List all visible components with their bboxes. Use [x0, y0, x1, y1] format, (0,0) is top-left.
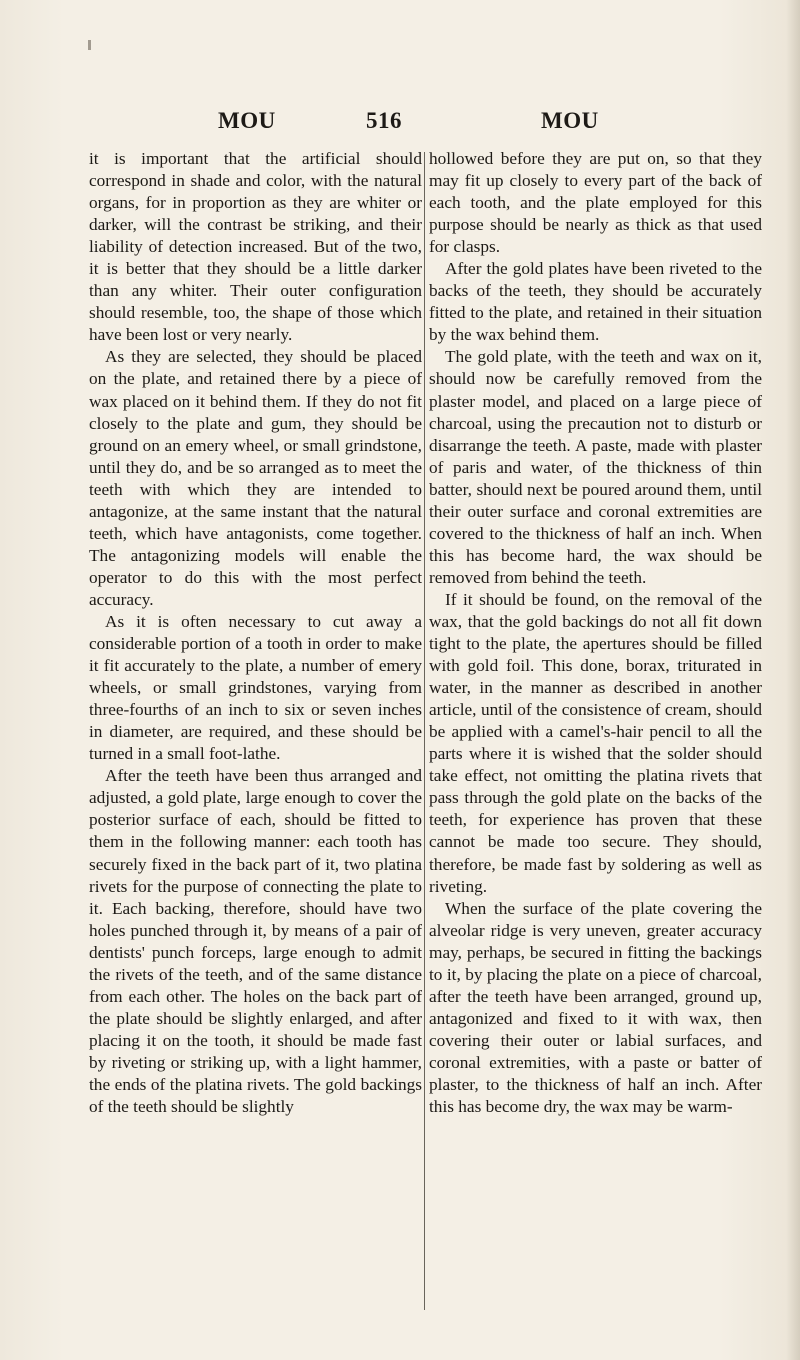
paragraph: hollowed before they are put on, so that they may fit up closely to every part of the back of each tooth, and the plate employed for this purpose should be nearly as thick as that used for clasps. — [429, 149, 762, 257]
page-edge-shadow — [786, 0, 800, 1360]
running-header — [0, 108, 800, 138]
paragraph: After the gold plates have been riveted to the backs of the teeth, they should be accurately fitted to the plate, and retained in their situation by the wax behind them. — [429, 259, 762, 345]
paragraph: As they are selected, they should be placed on the plate, and retained there by a piece of wax placed on it behind them. If they do not fit closely to the plate and gum, they should be ground on an emery wheel, or small grindstone, until they do, and be so arranged as to meet the teeth with which they are intended to antagonize, at the same instant that the natural teeth, which have antagonists, come together. The antagonizing models will enable the operator to do this with the most perfect accuracy. — [89, 347, 422, 609]
ink-speck — [88, 40, 91, 50]
right-text-column — [429, 148, 762, 1118]
paragraph: When the surface of the plate covering the alveolar ridge is very uneven, greater accuracy may, perhaps, be secured in fitting the backings to it, by placing the plate on a piece of charcoal, after the teeth have been arranged, ground up, antagonized and fixed to it with wax, then covering their outer or labial surfaces, and coronal extremities, with a paste or batter of plaster, to the thickness of half an inch. After this has become dry, the wax may be warm- — [429, 898, 762, 1117]
left-text-column — [89, 148, 422, 1118]
header-right-guideword: MOU — [541, 108, 599, 133]
paragraph: If it should be found, on the removal of the wax, that the gold backings do not all fit down tight to the plate, the apertures should be filled with gold foil. This done, borax, triturated in water, in the manner as described in another article, until of the consistence of cream, should be applied with a camel's-hair pencil to all the parts where it is wished that the solder should take effect, not omitting the platina rivets that pass through the gold plate on the backs of the teeth, for experience has proven that these cannot be made too secure. They should, therefore, be made fast by soldering as well as riveting. — [429, 589, 762, 896]
paragraph: As it is often necessary to cut away a considerable portion of a tooth in order to make it fit accurately to the plate, a number of emery wheels, or small grindstones, varying from three-fourths of an inch to six or seven inches in diameter, are required, and these should be turned in a small foot-lathe. — [89, 611, 422, 764]
paragraph: The gold plate, with the teeth and wax on it, should now be carefully removed from the plaster model, and placed on a large piece of charcoal, using the precaution not to disturb or disarrange the teeth. A paste, made with plaster of paris and water, of the thickness of thin batter, should next be poured around them, until their outer surface and coronal extremities are covered to the thickness of half an inch. When this has become hard, the wax should be removed from behind the teeth. — [429, 347, 762, 587]
paragraph: it is important that the artificial should correspond in shade and color, with the natural organs, for in proportion as they are whiter or darker, will the contrast be striking, and their liability of detection increased. But of the two, it is better that they should be a little darker than any whiter. Their outer configuration should resemble, too, the shape of those which have been lost or very nearly. — [89, 149, 422, 345]
paragraph: After the teeth have been thus arranged and adjusted, a gold plate, large enough to cover the posterior surface of each, should be fitted to them in the following manner: each tooth has securely fixed in the back part of it, two platina rivets for the purpose of connecting the plate to it. Each backing, therefore, should have two holes punched through it, by means of a pair of dentists' punch forceps, large enough to admit the rivets of the teeth, and of the same distance from each other. The holes on the back part of the plate should be slightly enlarged, and after placing it on the tooth, it should be made fast by riveting or striking up, with a light hammer, the ends of the platina rivets. The gold backings of the teeth should be slightly — [89, 766, 422, 1117]
page-number: 516 — [366, 108, 402, 133]
column-divider — [424, 152, 425, 1310]
header-left-guideword: MOU — [218, 108, 276, 133]
